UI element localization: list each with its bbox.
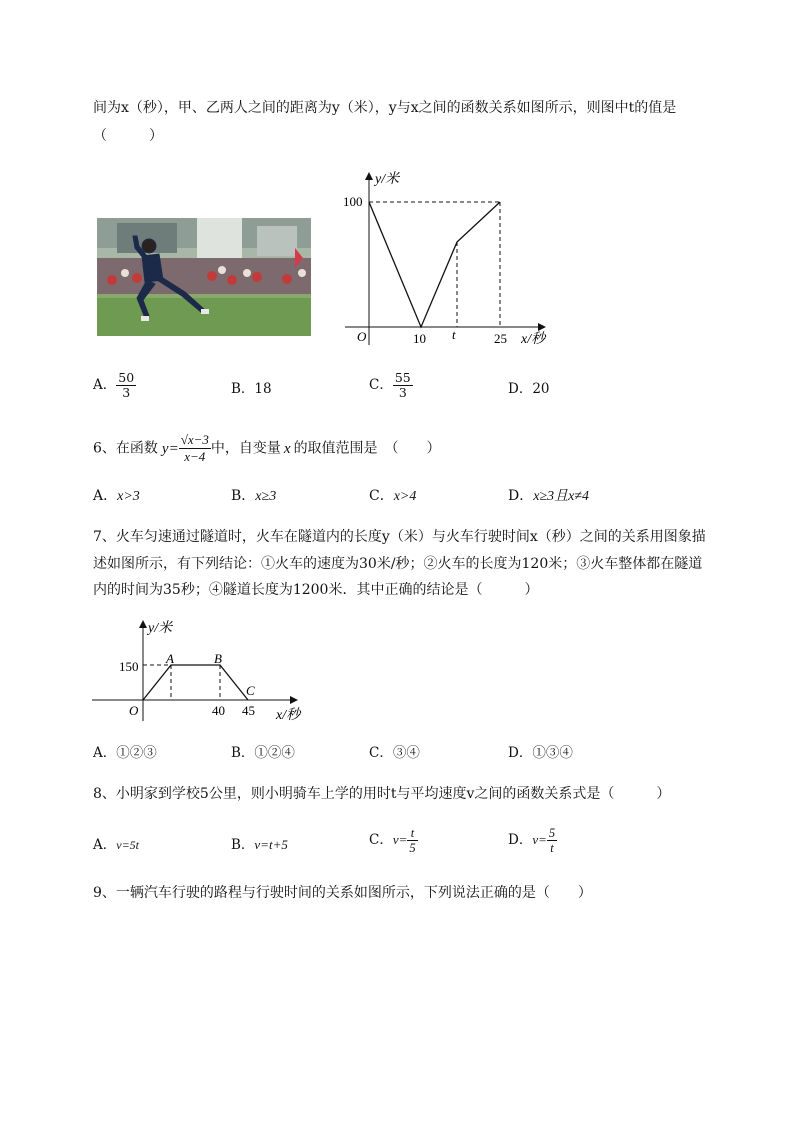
- q5-option-a-fraction: $\frac{50}{3}$: [118, 370, 135, 400]
- q5-option-b-letter: B．: [231, 381, 255, 397]
- q7-stem-line1: 7、火车匀速通过隧道时，火车在隧道内的长度y（米）与火车行驶时间x（秒）之间的关系用图象描: [93, 529, 706, 545]
- q5-graph: [345, 165, 560, 355]
- q6-option-c[interactable]: C．x>4: [369, 488, 417, 504]
- q7-stem-line2: 述如图所示，有下列结论：①火车的速度为30米/秒；②火车的长度为120米；③火车整体都在隧道: [93, 556, 703, 572]
- q7-x-tick-40: 40: [212, 703, 225, 718]
- q5-distance-line: [369, 202, 500, 327]
- q5-option-a-letter: A．: [93, 377, 117, 393]
- q5-option-b[interactable]: [231, 379, 272, 399]
- runner-photo: [97, 218, 311, 336]
- q5-x-label: x/秒: [521, 332, 546, 347]
- q5-y-label: y/米: [375, 172, 400, 187]
- q5-option-c-fraction: $\frac{55}{3}$: [394, 370, 411, 400]
- q7-option-b[interactable]: B．①②④: [231, 745, 295, 761]
- q5-option-d-text: 20: [532, 381, 550, 397]
- q9-stem: 9、一辆汽车行驶的路程与行驶时间的关系如图所示，下列说法正确的是（ ）: [93, 885, 592, 901]
- q7-y-label: y/米: [148, 621, 173, 636]
- q7-option-d[interactable]: D．①③④: [508, 745, 573, 761]
- q5-y-tick-100: 100: [343, 194, 363, 209]
- q6-option-b[interactable]: B．x≥3: [231, 488, 277, 504]
- q5-origin: O: [357, 329, 367, 344]
- q5-option-c-letter: C．: [369, 377, 393, 393]
- q5-option-c[interactable]: [369, 371, 413, 400]
- q5-option-d[interactable]: [508, 379, 550, 399]
- q7-length-line: [143, 665, 248, 700]
- q7-point-c-label: C: [246, 683, 255, 698]
- q7-origin: O: [129, 703, 139, 718]
- q5-stem-line1: 间为x（秒），甲、乙两人之间的距离为y（米），y与x之间的函数关系如图所示，则图中t的值是: [93, 100, 677, 116]
- q5-x-tick-25: 25: [494, 331, 507, 346]
- q8-option-d[interactable]: D．v= $\frac{5}{t}$: [508, 826, 556, 855]
- q5-x-tick-t: t: [452, 327, 456, 342]
- q7-option-c[interactable]: C．③④: [369, 745, 420, 761]
- q8-option-b[interactable]: B．v=t+5: [231, 837, 288, 853]
- q7-stem-line3: 内的时间为35秒；④隧道长度为1200米．其中正确的结论是（ ）: [93, 582, 539, 598]
- q7-x-tick-45: 45: [242, 703, 255, 718]
- q6-func-lhs: y=: [161, 440, 179, 457]
- q7-point-b-label: B: [214, 651, 222, 666]
- q8-stem: 8、小明家到学校5公里，则小明骑车上学的用时t与平均速度v之间的函数关系式是（ ）: [93, 786, 671, 802]
- q5-x-tick-10: 10: [413, 331, 426, 346]
- q7-point-a-label: A: [166, 651, 174, 666]
- q6-function-fraction: $\frac{√x-3}{x-4}$: [180, 432, 209, 464]
- q6-option-a[interactable]: A．x>3: [93, 488, 140, 504]
- q6-stem: 6、在函数 y= $\frac{√x-3}{x-4}$ 中，自变量 x 的取值范围是 （ ）: [93, 432, 441, 464]
- q5-option-b-text: 18: [254, 381, 272, 397]
- q6-option-d[interactable]: D．x≥3且x≠4: [508, 488, 590, 504]
- q8-option-a[interactable]: A．v=5t: [93, 837, 140, 853]
- q7-option-a[interactable]: A．①②③: [93, 745, 157, 761]
- q5-option-d-letter: D．: [508, 381, 533, 397]
- q7-y-tick-150: 150: [119, 659, 139, 674]
- q7-graph: [92, 615, 322, 725]
- q7-x-label: x/秒: [276, 708, 301, 723]
- q5-stem-line2: （ ）: [93, 128, 163, 144]
- q8-option-c[interactable]: C．v= $\frac{t}{5}$: [369, 826, 416, 855]
- q5-option-a[interactable]: [93, 371, 136, 400]
